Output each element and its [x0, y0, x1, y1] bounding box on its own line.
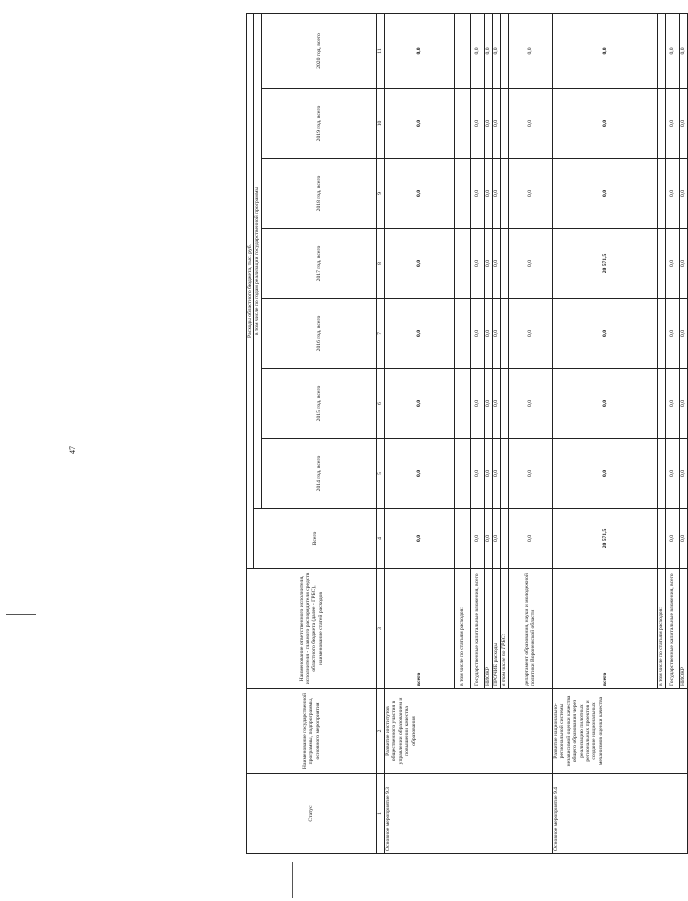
value-cell	[454, 229, 470, 299]
header-year: 2016 год, всего	[261, 299, 376, 369]
value-cell: 0,0	[508, 13, 552, 88]
value-cell	[454, 369, 470, 439]
value-cell	[657, 369, 665, 439]
measure-name: Развитие институтов общественного участия в управлении образованием и повышении качества образования	[384, 689, 552, 774]
value-cell: 0,0	[384, 13, 454, 88]
value-cell: 0,0	[508, 509, 552, 569]
left-margin-mark	[6, 614, 36, 615]
value-cell: 0,0	[552, 89, 657, 159]
value-cell: 0,0	[470, 299, 484, 369]
value-cell: 0,0	[384, 159, 454, 229]
value-cell: 0,0	[492, 369, 500, 439]
value-cell	[454, 159, 470, 229]
value-cell: 0,0	[679, 509, 687, 569]
value-cell: 0,0	[484, 369, 492, 439]
row-label: в том числе по ГРБС:	[500, 569, 508, 689]
page-number: 47	[67, 446, 77, 454]
value-cell: 0,0	[665, 369, 679, 439]
row-label: в том числе по статьям расходов:	[657, 569, 665, 689]
value-cell: 0,0	[384, 229, 454, 299]
value-cell: 0,0	[552, 159, 657, 229]
value-cell: 20 571,5	[552, 229, 657, 299]
header-year: 2020 год, всего	[261, 13, 376, 88]
status-cell: Основное мероприятие 9.3	[384, 774, 552, 854]
value-cell: 0,0	[492, 439, 500, 509]
value-cell	[500, 229, 508, 299]
row-label: НИОКР	[679, 569, 687, 689]
value-cell: 0,0	[470, 439, 484, 509]
col-number: 7	[376, 299, 384, 369]
value-cell: 0,0	[665, 229, 679, 299]
value-cell: 0,0	[470, 509, 484, 569]
col-number: 5	[376, 439, 384, 509]
value-cell: 0,0	[665, 299, 679, 369]
value-cell	[657, 299, 665, 369]
value-cell	[657, 509, 665, 569]
value-cell: 0,0	[492, 13, 500, 88]
value-cell: 0,0	[384, 89, 454, 159]
value-cell	[500, 89, 508, 159]
value-cell: 0,0	[492, 299, 500, 369]
value-cell: 0,0	[484, 299, 492, 369]
value-cell: 20 571,5	[552, 509, 657, 569]
value-cell: 0,0	[679, 13, 687, 88]
value-cell	[500, 509, 508, 569]
value-cell: 0,0	[508, 439, 552, 509]
row-label: ПРОЧИЕ расходы	[492, 569, 500, 689]
value-cell: 0,0	[484, 509, 492, 569]
value-cell: 0,0	[665, 509, 679, 569]
value-cell: 0,0	[470, 89, 484, 159]
value-cell	[500, 159, 508, 229]
value-cell: 0,0	[492, 159, 500, 229]
col-number: 6	[376, 369, 384, 439]
value-cell: 0,0	[679, 229, 687, 299]
row-label: всего	[552, 569, 657, 689]
value-cell: 0,0	[384, 509, 454, 569]
value-cell	[454, 439, 470, 509]
header-program-name: Наименование государственной программы, подпрограммы, основного мероприятия	[247, 689, 377, 774]
value-cell: 0,0	[484, 13, 492, 88]
value-cell: 0,0	[679, 89, 687, 159]
row-label: департамент образования, науки и молодежной политики Воронежской области	[508, 569, 552, 689]
value-cell: 0,0	[508, 89, 552, 159]
value-cell: 0,0	[470, 369, 484, 439]
value-cell	[657, 229, 665, 299]
col-number: 10	[376, 89, 384, 159]
value-cell	[657, 439, 665, 509]
header-year: 2015 год, всего	[261, 369, 376, 439]
value-cell: 0,0	[508, 369, 552, 439]
col-number: 9	[376, 159, 384, 229]
value-cell: 0,0	[508, 229, 552, 299]
col-number: 3	[376, 569, 384, 689]
col-number: 1	[376, 774, 384, 854]
status-cell: Основное мероприятие 9.4	[552, 774, 687, 854]
row-label: в том числе по статьям расходов:	[454, 569, 470, 689]
header-row-1	[247, 13, 254, 853]
value-cell: 0,0	[508, 299, 552, 369]
value-cell: 0,0	[484, 439, 492, 509]
column-number-row	[376, 13, 384, 853]
value-cell: 0,0	[492, 509, 500, 569]
value-cell: 0,0	[470, 13, 484, 88]
col-number: 4	[376, 509, 384, 569]
value-cell: 0,0	[384, 439, 454, 509]
table-row	[384, 13, 454, 853]
value-cell	[454, 13, 470, 88]
value-cell: 0,0	[484, 89, 492, 159]
value-cell	[454, 509, 470, 569]
value-cell	[500, 299, 508, 369]
col-number: 2	[376, 689, 384, 774]
value-cell	[454, 89, 470, 159]
col-number: 8	[376, 229, 384, 299]
budget-table	[246, 13, 688, 854]
value-cell	[657, 13, 665, 88]
row-label: всего	[384, 569, 454, 689]
value-cell: 0,0	[552, 13, 657, 88]
row-label: НИОКР	[484, 569, 492, 689]
value-cell: 0,0	[484, 229, 492, 299]
header-expenses: Расходы областного бюджета, тыс. руб.	[247, 13, 254, 568]
header-year: 2017 год, всего	[261, 229, 376, 299]
header-year: 2019 год, всего	[261, 89, 376, 159]
value-cell: 0,0	[552, 299, 657, 369]
bottom-margin-mark	[292, 862, 293, 898]
value-cell: 0,0	[679, 159, 687, 229]
header-year: 2014 год, всего	[261, 439, 376, 509]
value-cell: 0,0	[384, 299, 454, 369]
header-years-group: в том числе по годам реализации государственной программы	[254, 13, 261, 508]
row-label: Государственные капитальные вложения, всего	[470, 569, 484, 689]
value-cell	[454, 299, 470, 369]
header-executor: Наименование ответственного исполнителя, исполнителя - главного распорядителя средств областного бюджета (далее - ГРБС), наименование статей расходов	[247, 569, 377, 689]
col-number: 11	[376, 13, 384, 88]
value-cell: 0,0	[679, 439, 687, 509]
measure-name: Развитие национально-региональной системы независимой оценки качества общего образования через реализацию пилотных региональных проектов и создание национальных механизмов оценки качества	[552, 689, 687, 774]
value-cell: 0,0	[679, 299, 687, 369]
value-cell: 0,0	[679, 369, 687, 439]
value-cell: 0,0	[470, 229, 484, 299]
table-row	[552, 13, 657, 853]
value-cell: 0,0	[665, 439, 679, 509]
value-cell	[500, 439, 508, 509]
value-cell: 0,0	[665, 159, 679, 229]
value-cell	[500, 369, 508, 439]
row-label: Государственные капитальные вложения, всего	[665, 569, 679, 689]
value-cell	[657, 89, 665, 159]
value-cell: 0,0	[492, 229, 500, 299]
value-cell	[500, 13, 508, 88]
value-cell: 0,0	[384, 369, 454, 439]
header-status: Статус	[247, 774, 377, 854]
value-cell: 0,0	[470, 159, 484, 229]
value-cell: 0,0	[492, 89, 500, 159]
value-cell: 0,0	[665, 13, 679, 88]
value-cell	[657, 159, 665, 229]
value-cell: 0,0	[665, 89, 679, 159]
value-cell: 0,0	[552, 439, 657, 509]
value-cell: 0,0	[552, 369, 657, 439]
header-year: 2018 год, всего	[261, 159, 376, 229]
header-total: Всего	[254, 509, 376, 569]
value-cell: 0,0	[508, 159, 552, 229]
value-cell: 0,0	[484, 159, 492, 229]
